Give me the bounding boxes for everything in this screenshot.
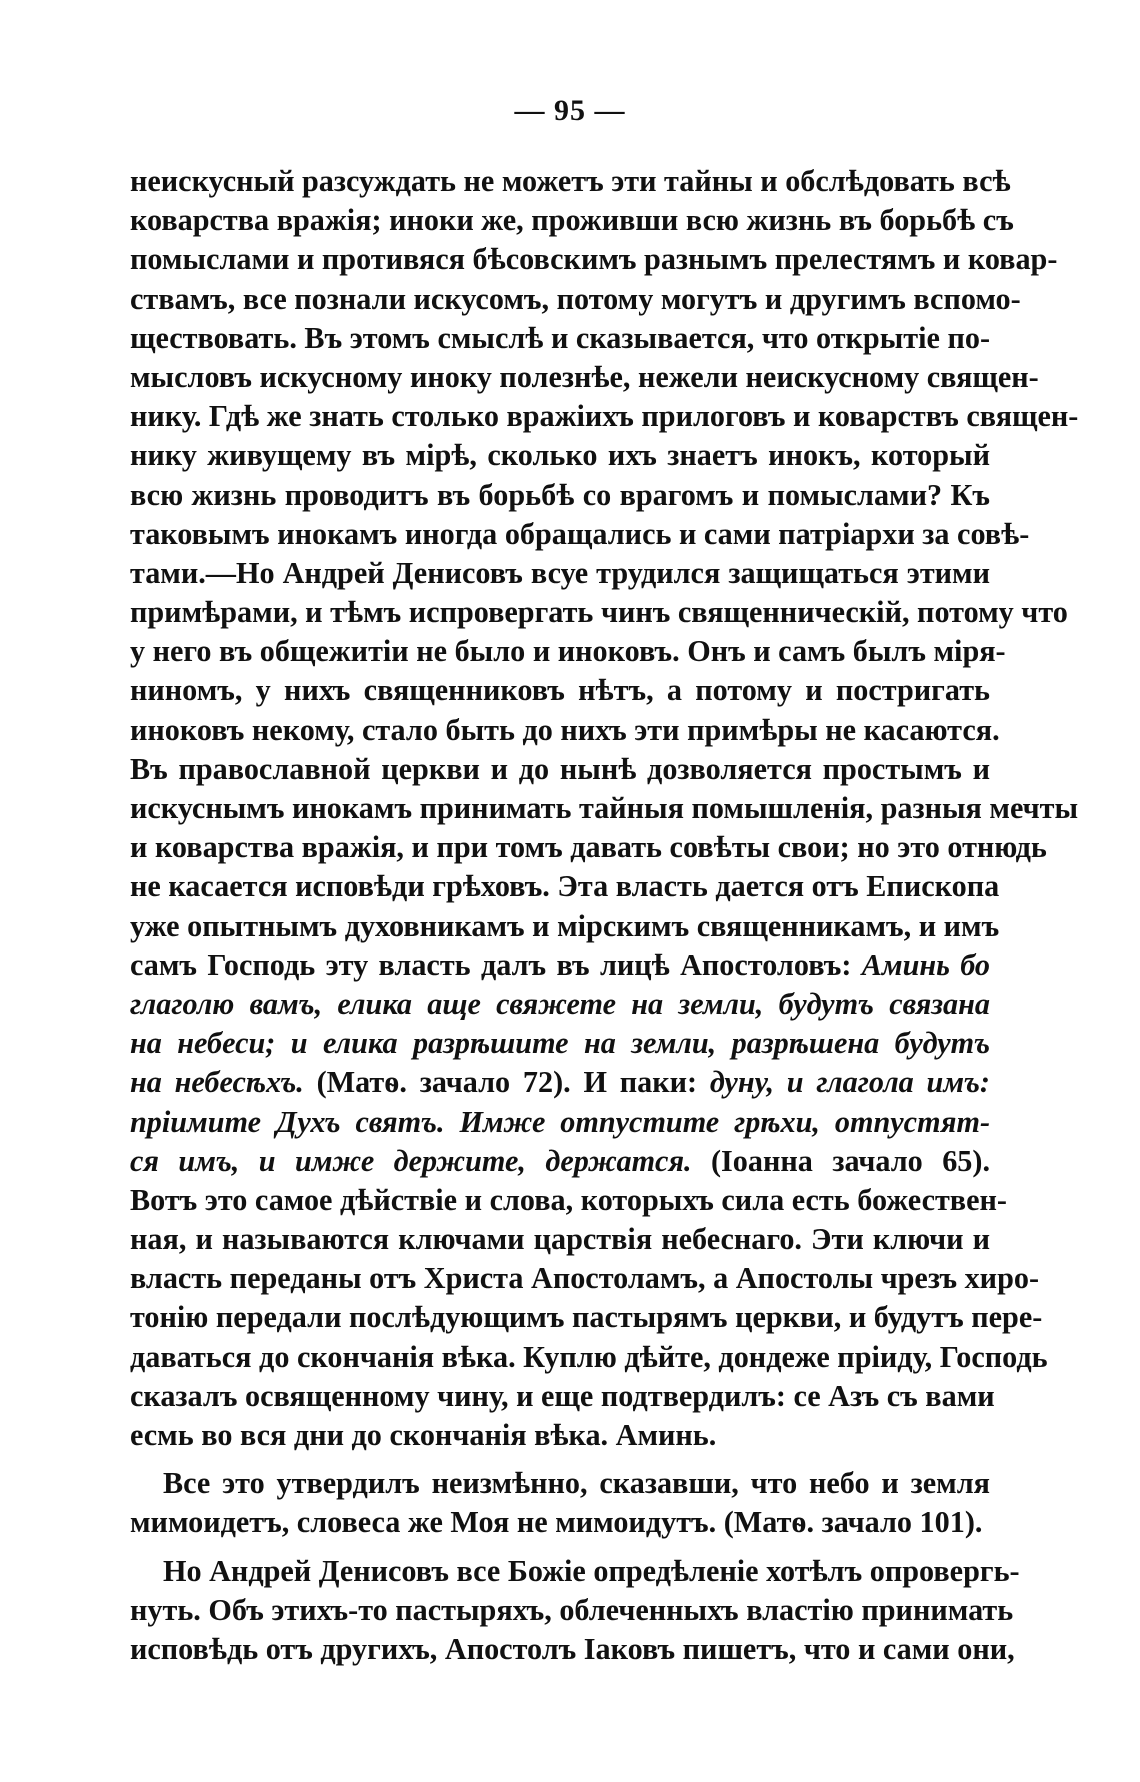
text-line	[130, 1103, 990, 1142]
text-segment: таковымъ инокамъ иногда обращались и сами патріархи за совѣ-	[130, 516, 1030, 551]
text-line	[130, 554, 990, 593]
text-line	[130, 1298, 1043, 1337]
text-line	[130, 711, 1000, 750]
italic-quote-segment: ся имъ, и имже держите, держатся.	[130, 1143, 692, 1178]
text-segment: мимоидетъ, словеса же Моя не мимоидутъ. (Матѳ. зачало 101).	[130, 1505, 983, 1540]
text-line	[130, 1416, 990, 1455]
text-segment: тами.—Но Андрей Денисовъ всуе трудился защищаться этими	[130, 555, 990, 590]
text-line	[130, 201, 1014, 240]
text-line	[130, 1591, 1014, 1630]
text-segment: Вотъ это самое дѣйствіе и слова, которыхъ сила есть божествен-	[130, 1182, 1007, 1217]
text-line	[130, 240, 1058, 279]
text-segment: исповѣдь отъ другихъ, Апостолъ Іаковъ пишетъ, что и сами они,	[130, 1631, 1015, 1666]
text-segment: нуть. Объ этихъ-то пастыряхъ, облеченныхъ властію принимать	[130, 1592, 1014, 1627]
text-line	[130, 1024, 990, 1063]
text-line	[130, 867, 1000, 906]
italic-quote-segment: на небесѣхъ.	[130, 1065, 304, 1100]
text-line	[130, 1503, 990, 1542]
text-line	[130, 476, 990, 515]
text-segment: Но Андрей Денисовъ все Божіе опредѣленіе хотѣлъ опровергь-	[163, 1553, 1020, 1588]
text-segment: и коварства вражія, и при томъ давать совѣты свои; но это отнюдь	[130, 830, 1047, 865]
text-segment: нику живущему въ мірѣ, сколько ихъ знаетъ инокъ, который	[130, 438, 990, 473]
text-line	[130, 1142, 990, 1181]
text-line	[130, 1063, 990, 1102]
text-segment: у него въ общежитіи не было и иноковъ. Онъ и самъ былъ міря-	[130, 634, 1006, 669]
page-number: — 95 —	[514, 94, 626, 127]
text-line	[130, 1630, 1015, 1669]
italic-quote-segment: глаголю вамъ, елика аще свяжете на земли, будутъ связана	[130, 986, 990, 1021]
text-line	[130, 828, 1047, 867]
italic-quote-segment: пріимите Духъ святъ. Имже отпустите грѣхи, отпустят-	[130, 1104, 990, 1139]
text-segment: ствамъ, все познали искусомъ, потому могутъ и другимъ вспомо-	[130, 281, 1021, 316]
text-line	[130, 671, 990, 710]
text-segment: ниномъ, у нихъ священниковъ нѣтъ, а потому и постригать	[130, 673, 990, 708]
text-segment: Въ православной церкви и до нынѣ дозволяется простымъ и	[130, 751, 990, 786]
text-line	[130, 1220, 990, 1259]
italic-quote-segment: на небеси; и елика разрѣшите на земли, разрѣшена будутъ	[130, 1026, 990, 1061]
text-line	[130, 397, 1079, 436]
text-line	[130, 789, 1079, 828]
text-line	[130, 1464, 990, 1503]
text-segment: не касается исповѣди грѣховъ. Эта власть дается отъ Епископа	[130, 869, 1000, 904]
text-line	[130, 162, 1011, 201]
text-segment: даваться до скончанія вѣка. Куплю дѣйте, дондеже пріиду, Господь	[130, 1339, 1048, 1374]
paragraph-gap	[130, 1455, 990, 1464]
text-line	[130, 280, 1021, 319]
text-segment: искуснымъ инокамъ принимать тайныя помышленія, разныя мечты	[130, 791, 1079, 825]
text-line	[130, 1552, 1020, 1591]
body-text	[130, 162, 1079, 1669]
text-segment: коварства вражія; иноки же, проживши всю жизнь въ борьбѣ съ	[130, 203, 1014, 238]
text-line	[130, 515, 1030, 554]
text-line	[130, 1377, 995, 1416]
text-line	[130, 319, 990, 358]
text-line	[130, 907, 1000, 946]
text-line	[130, 593, 1068, 632]
text-line	[130, 750, 990, 789]
italic-quote-segment: дуну, и глагола имъ:	[709, 1065, 990, 1100]
text-segment: ществовать. Въ этомъ смыслѣ и сказывается, что открытіе по-	[130, 320, 990, 355]
text-segment: нику. Гдѣ же знать столько вражіихъ прилоговъ и коварствъ священ-	[130, 399, 1079, 434]
text-segment: примѣрами, и тѣмъ испровергать чинъ священническій, потому что	[130, 595, 1068, 630]
text-segment: (Іоанна зачало 65).	[691, 1143, 990, 1178]
text-segment: иноковъ некому, стало быть до нихъ эти примѣры не касаются.	[130, 712, 1000, 747]
text-segment: есмь во вся дни до скончанія вѣка. Аминь.	[130, 1418, 717, 1452]
text-segment: помыслами и противяся бѣсовскимъ разнымъ прелестямъ и ковар-	[130, 242, 1058, 277]
italic-quote-segment: Аминь бо	[861, 947, 991, 982]
text-line	[130, 632, 1006, 671]
text-line	[130, 1338, 1048, 1377]
text-line	[130, 358, 1039, 397]
text-segment: власть переданы отъ Христа Апостоламъ, а Апостолы чрезъ хиро-	[130, 1261, 1040, 1296]
text-line	[130, 946, 990, 985]
text-segment: неискусный разсуждать не можетъ эти тайны и обслѣдовать всѣ	[130, 164, 1011, 198]
text-segment: ная, и называются ключами царствія небеснаго. Эти ключи и	[130, 1222, 990, 1257]
text-line	[130, 1181, 1007, 1220]
text-segment: самъ Господь эту власть далъ въ лицѣ Апостоловъ:	[130, 947, 862, 982]
text-segment: (Матѳ. зачало 72). И паки:	[303, 1065, 710, 1100]
text-segment: сказалъ освященному чину, и еще подтвердилъ: се Азъ съ вами	[130, 1378, 995, 1413]
text-segment: тонію передали послѣдующимъ пастырямъ церкви, и будутъ пере-	[130, 1300, 1043, 1335]
text-segment: уже опытнымъ духовникамъ и мірскимъ священникамъ, и имъ	[130, 908, 1000, 943]
text-line	[130, 436, 990, 475]
paragraph-gap	[130, 1543, 990, 1552]
text-segment: мысловъ искусному иноку полезнѣе, нежели неискусному священ-	[130, 359, 1039, 394]
text-segment: всю жизнь проводитъ въ борьбѣ со врагомъ и помыслами? Къ	[130, 477, 990, 512]
text-line	[130, 1259, 1040, 1298]
text-line	[130, 985, 990, 1024]
text-segment: Все это утвердилъ неизмѣнно, сказавши, что небо и земля	[163, 1466, 990, 1501]
